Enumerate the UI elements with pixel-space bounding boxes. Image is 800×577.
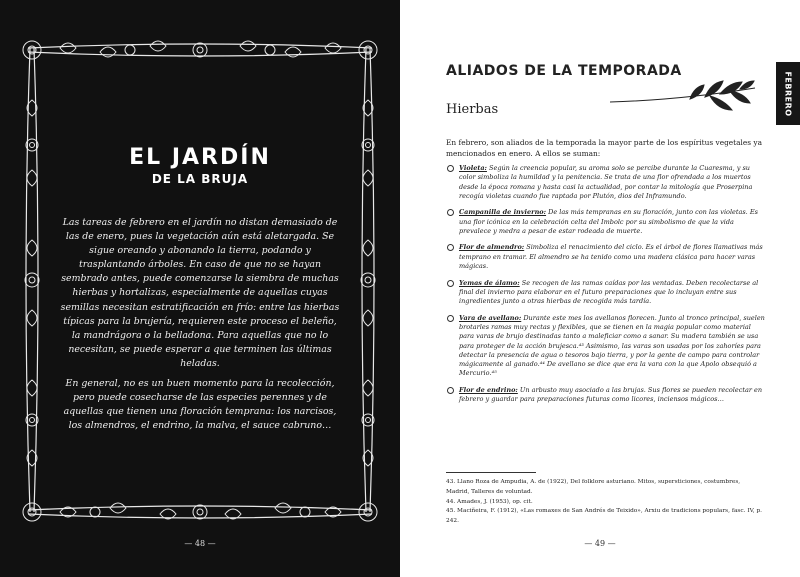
bullet-circle-icon [447, 244, 454, 251]
item-text: Se recogen de las ramas caídas por las ventadas. Deben recolectarse al final del invierno para elaborar en el futuro preparaciones que lo incluyan entre sus ingredientes junto a otras hierbas de recogida más tardía. [459, 278, 759, 306]
subsection-heading: Hierbas [446, 102, 499, 117]
herbs-list [446, 164, 766, 412]
bullet-circle-icon [447, 315, 454, 322]
left-paragraph-1: Las tareas de febrero en el jardín no distan demasiado de las de enero, pues la vegetación aún está aletargada. Se sigue oreando y abonando la tierra, podando y trasplantando árboles. En caso de que no se hayan sembrado antes, puede comenzarse la siembra de muchas hierbas y hortalizas, especialmente de aquellas cuyas semillas necesitan estratificación en frío: entre las hierbas típicas para la brujería, requieren este proceso el beleño, la mandrágora o la belladona. Para aquellas que no lo necesitan, se puede esperar a que terminen las últimas heladas. [60, 217, 340, 369]
list-item [446, 243, 766, 271]
item-term: Yemas de álamo: [459, 278, 520, 287]
item-term: Flor de endrino: [459, 385, 518, 394]
chapter-title: EL JARDÍN [129, 145, 271, 170]
item-text: Un arbusto muy asociado a las brujas. Sus flores se pueden recolectar en febrero y guardar para preparaciones futuras como licores, inciensos mágicos… [459, 385, 763, 404]
list-item [446, 314, 766, 379]
item-text: Simboliza el renacimiento del ciclo. Es el árbol de flores llamativas más temprano en tramar. El almendro se ha tenido como una madera clásica para hacer varas mágicas. [459, 243, 763, 271]
month-side-tab-label: FEBRERO [783, 70, 793, 117]
footnote-divider [446, 472, 536, 473]
left-page-number: — 48 — [184, 539, 216, 548]
item-text: Durante este mes los avellanos florecen. Junto al tronco principal, suelen brotarles ramas muy rectas y flexibles, que se tienen en la magia popular como material para varas de brujo destinadas tanto a maleficiar como a sanar. Su madera también se usa para proteger de la acción brujesca.⁴³ Asimismo, las varas son usadas por los zahoríes para detectar la presencia de agua o tesoros bajo tierra, y por la gente de campo para controlar mágicamente al ganado.⁴⁴ De avellano se dice que era la vara con la que Apolo obsequió a Mercurio.⁴⁵ [459, 313, 765, 378]
bullet-circle-icon [447, 280, 454, 287]
left-body-text [58, 216, 342, 439]
list-item [446, 164, 766, 201]
branch-illustration-icon [610, 78, 760, 118]
item-term: Flor de almendro: [459, 243, 525, 252]
footnote: 44. Amades, J. (1953), op. cit. [446, 498, 533, 505]
section-heading: ALIADOS DE LA TEMPORADA [446, 63, 682, 79]
month-side-tab [776, 62, 800, 125]
footnote: 45. Maciñeira, F. (1912), «Las romaxes de San Andrés de Teixido», Arxiu de tradicions populars, fasc. IV, p. 242. [446, 508, 763, 525]
list-item [446, 208, 766, 236]
item-term: Campanilla de invierno: [459, 208, 547, 217]
right-page [400, 0, 800, 577]
chapter-title-block [0, 145, 400, 186]
item-term: Vara de avellano: [459, 313, 522, 322]
bullet-circle-icon [447, 387, 454, 394]
intro-paragraph: En febrero, son aliados de la temporada la mayor parte de los espíritus vegetales ya mencionados en enero. A ellos se suman: [446, 138, 763, 158]
item-term: Violeta: [459, 164, 487, 172]
item-text: De las más tempranas en su floración, junto con las violetas. Es una flor icónica en la celebración celta del Imbolc por su simbolismo de que la vida prevalece y medra a pesar de estar rodeada de muerte. [459, 208, 758, 235]
list-item [446, 386, 766, 405]
bullet-circle-icon [447, 165, 454, 172]
right-page-number: — 49 — [584, 539, 616, 548]
list-item [446, 279, 766, 307]
footnotes [446, 478, 764, 527]
footnote: 43. Llano Roza de Ampudia, A. de (1922), Del folklore asturiano. Mitos, supersticiones, costumbres, Madrid, Talleres de voluntad. [446, 479, 741, 495]
item-text: Según la creencia popular, su aroma solo se percibe durante la Cuaresma, y su color simboliza la humildad y la penitencia. Se trata de una flor ofrendada a los muertos desde la época romana y hasta casi la actualidad, por contar la mitología que Proserpina recogía violetas cuando fue raptada por Plutón, dios del Inframundo. [459, 164, 753, 200]
bullet-circle-icon [447, 209, 454, 216]
left-paragraph-2: En general, no es un buen momento para la recolección, pero puede cosecharse de las especies perennes y de aquellas que tienen una floración temprana: los narcisos, los almendros, el endrino, la malva, el sauce cabruno… [63, 378, 337, 432]
chapter-subtitle: DE LA BRUJA [151, 172, 249, 186]
